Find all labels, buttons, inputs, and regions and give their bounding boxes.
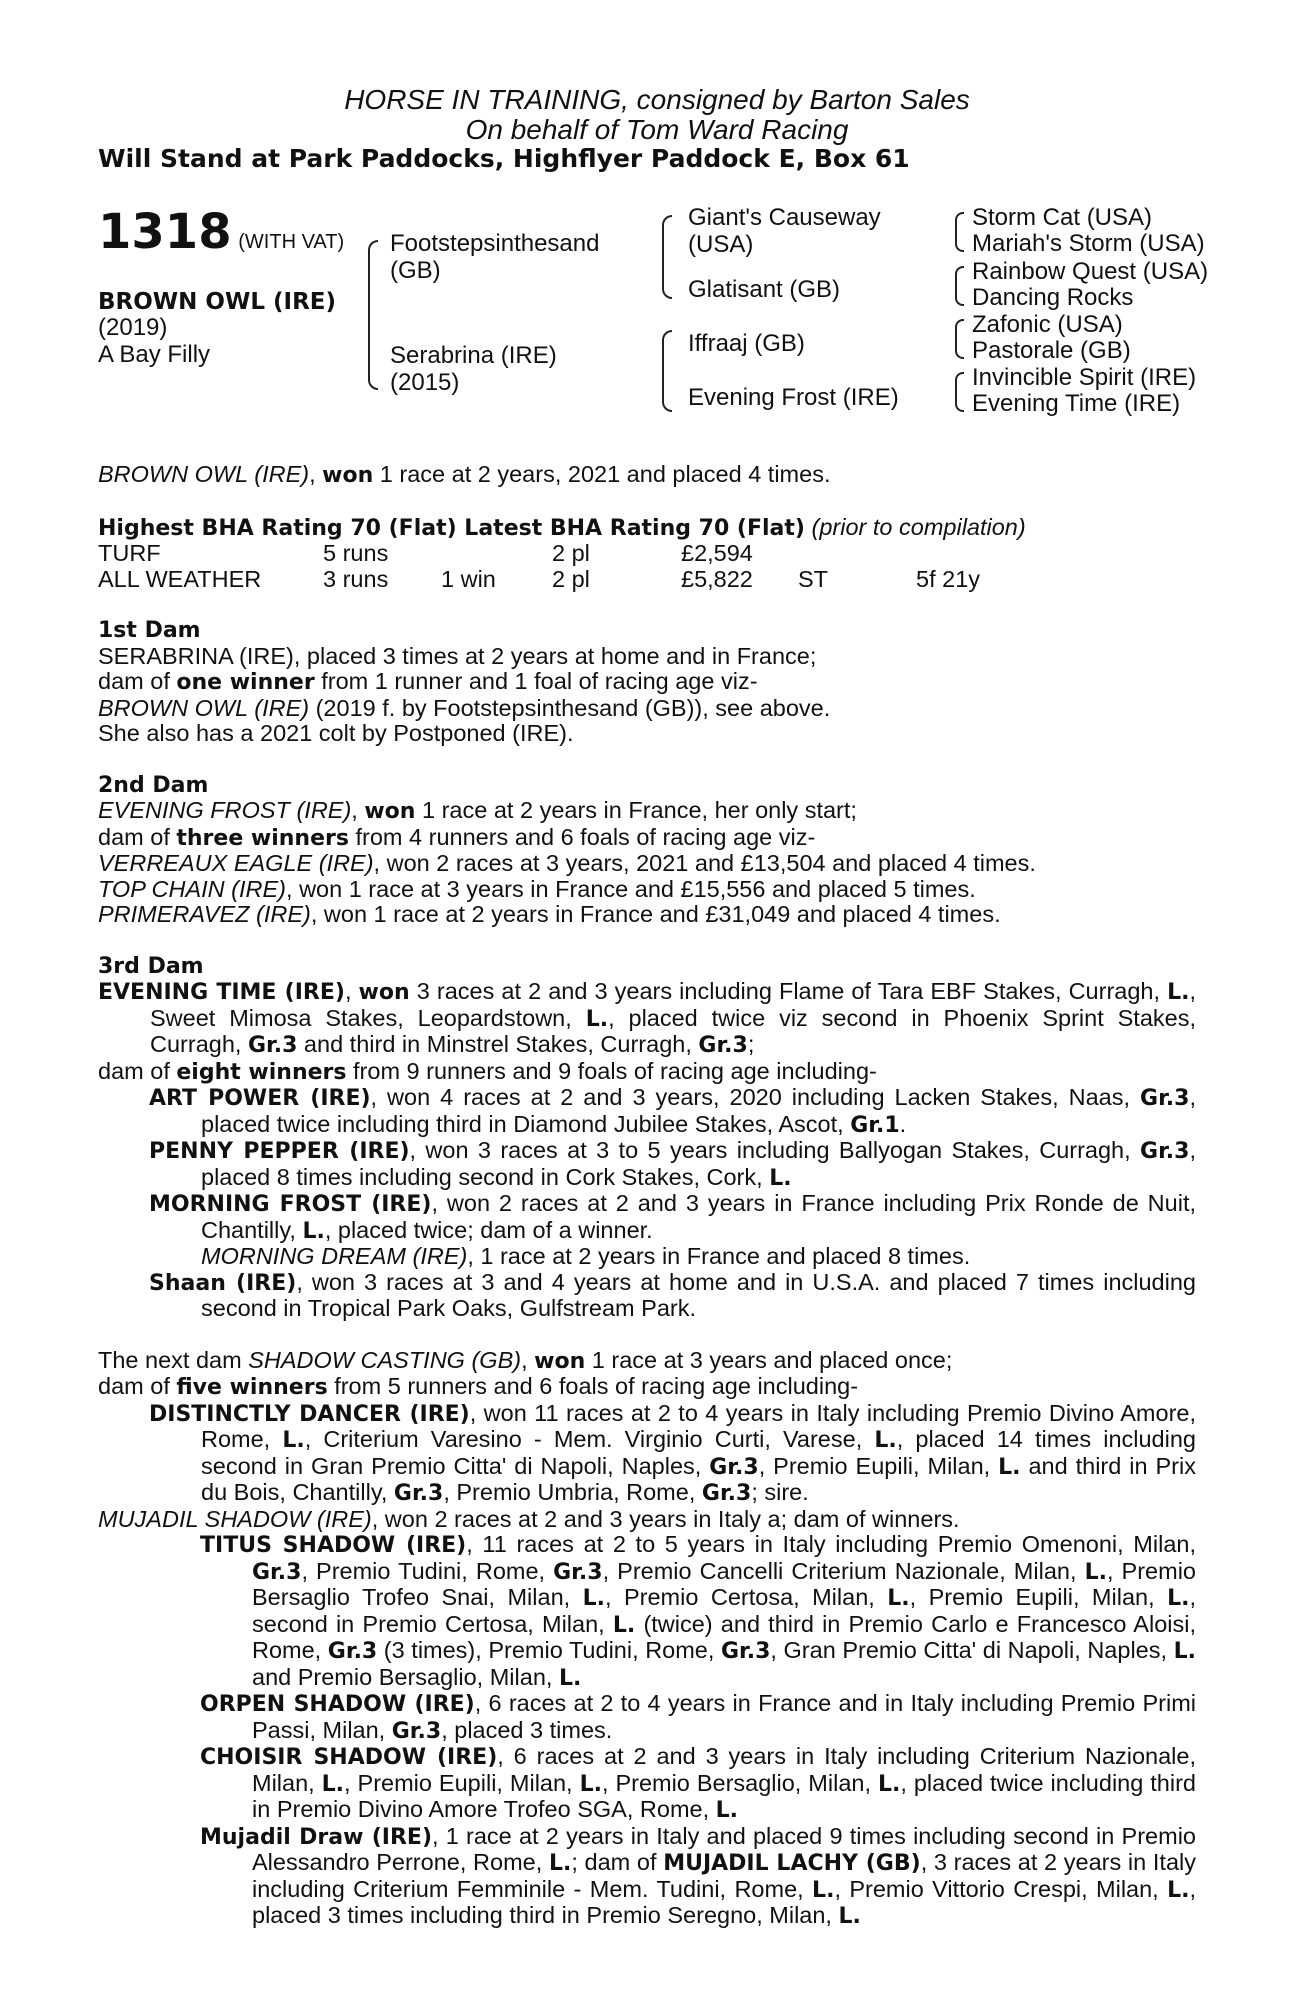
dam-dam: Evening Frost (IRE) — [688, 384, 899, 411]
sire-dam: Glatisant (GB) — [688, 276, 841, 303]
consignor-line: HORSE IN TRAINING, consigned by Barton Sales — [344, 84, 970, 115]
horse-description: A Bay Filly — [98, 341, 211, 368]
catalogue-body — [98, 462, 1196, 1930]
first-dam-produce: dam of one winner from 1 runner and 1 foal of racing age viz- — [98, 668, 758, 695]
third-dam-heading: 3rd Dam — [98, 953, 204, 979]
stand-location: Will Stand at Park Paddocks, Highflyer Paddock E, Box 61 — [98, 144, 910, 173]
sire-sire-country: (USA) — [688, 231, 754, 258]
third-dam-offspring: Shaan (IRE), won 3 races at 3 and 4 years at home and in U.S.A. and placed 7 times including second in Tropical Park Oaks, Gulfstream Park. — [149, 1268, 1196, 1321]
next-dam-offspring: DISTINCTLY DANCER (IRE), won 11 races at 2 to 4 years in Italy including Premio Divino Amore, Rome, L., Criterium Varesino - Mem. Virginio Curti, Varese, L., placed 14 times including second in Gran Premio Citta' di Napoli, Naples, Gr.3, Premio Eupili, Milan, L. and third in Prix du Bois, Chantilly, Gr.3, Premio Umbria, Rome, Gr.3; sire. — [149, 1399, 1196, 1506]
pedigree-brace-3d — [955, 372, 964, 412]
first-dam-foal: BROWN OWL (IRE) (2019 f. by Footstepsinthesand (GB)), see above. — [98, 694, 831, 721]
next-dam-grandoffspring: CHOISIR SHADOW (IRE), 6 races at 2 and 3 years in Italy including Criterium Nazionale, Milan, L., Premio Eupili, Milan, L., Premio Bersaglio, Milan, L., placed twice including third in Premio Divino Amore Trofeo SGA, Rome, L. — [200, 1743, 1196, 1823]
second-dam-offspring: VERREAUX EAGLE (IRE), won 2 races at 3 years, 2021 and £13,504 and placed 4 times. — [98, 850, 1036, 876]
race-summary: BROWN OWL (IRE), won 1 race at 2 years, 2021 and placed 4 times. — [98, 461, 831, 488]
first-dam-heading: 1st Dam — [98, 618, 201, 643]
pedigree-brace-3b — [955, 266, 964, 306]
third-dam-offspring: PENNY PEPPER (IRE), won 3 races at 3 to 5 years including Ballyogan Stakes, Curragh, Gr.3, placed 8 times including second in Cork Stakes, Cork, L. — [149, 1137, 1196, 1191]
next-dam-grandoffspring: Mujadil Draw (IRE), 1 race at 2 years in Italy and placed 9 times including second in Premio Alessandro Perrone, Rome, L.; dam of MUJADIL LACHY (GB), 3 races at 2 years in Italy including Criterium Femminile - Mem. Tudini, Rome, L., Premio Vittorio Crespi, Milan, L., placed 3 times including third in Premio Seregno, Milan, L. — [200, 1822, 1196, 1929]
dam-year: (2015) — [390, 369, 460, 396]
first-dam-line: SERABRINA (IRE), placed 3 times at 2 years at home and in France; — [98, 642, 817, 669]
aw-record: ALL WEATHER 3 runs 1 win 2 pl £5,822 ST 5f 21y — [98, 565, 981, 592]
horse-name: BROWN OWL (IRE) — [98, 289, 337, 315]
gen3-8: Evening Time (IRE) — [972, 390, 1181, 417]
gen3-7: Invincible Spirit (IRE) — [972, 364, 1197, 391]
pedigree-brace-3a — [955, 212, 964, 252]
third-dam-line: EVENING TIME (IRE), won 3 races at 2 and 3 years including Flame of Tara EBF Stakes, Curragh, L., Sweet Mimosa Stakes, Leopardstown, L., placed twice viz second in Phoenix Sprint Stakes, Curragh, Gr.3 and third in Minstrel Stakes, Curragh, Gr.3; — [98, 978, 1197, 1058]
sire-sire: Giant's Causeway — [688, 204, 881, 231]
gen3-4: Dancing Rocks — [972, 284, 1134, 311]
second-dam-offspring: PRIMERAVEZ (IRE), won 1 race at 2 years in France and £31,049 and placed 4 times. — [98, 901, 1001, 927]
next-dam-offspring: MUJADIL SHADOW (IRE), won 2 races at 2 and 3 years in Italy a; dam of winners. — [98, 1505, 960, 1532]
gen3-3: Rainbow Quest (USA) — [972, 258, 1209, 285]
next-dam-grandoffspring: TITUS SHADOW (IRE), 11 races at 2 to 5 years in Italy including Premio Omenoni, Milan, Gr.3, Premio Tudini, Rome, Gr.3, Premio Cancelli Criterium Nazionale, Milan, L., Premio Bersaglio Trofeo Snai, Milan, L., Premio Certosa, Milan, L., Premio Eupili, Milan, L., second in Premio Certosa, Milan, L. (twice) and third in Premio Carlo e Francesco Aloisi, Rome, Gr.3 (3 times), Premio Tudini, Rome, Gr.3, Gran Premio Citta' di Napoli, Naples, L. and Premio Bersaglio, Milan, L. — [200, 1531, 1196, 1691]
second-dam-produce: dam of three winners from 4 runners and 6 foals of racing age viz- — [98, 823, 816, 851]
turf-record: TURF 5 runs 2 pl £2,594 — [98, 540, 753, 566]
second-dam-offspring: TOP CHAIN (IRE), won 1 race at 3 years in France and £15,556 and placed 5 times. — [98, 875, 976, 902]
first-dam-note: She also has a 2021 colt by Postponed (IRE). — [98, 720, 574, 746]
second-dam-line: EVENING FROST (IRE), won 1 race at 2 years in France, her only start; — [98, 797, 857, 824]
pedigree-brace-1 — [368, 240, 378, 390]
gen3-6: Pastorale (GB) — [972, 337, 1131, 364]
lot-block — [98, 204, 344, 260]
next-dam-produce: dam of five winners from 5 runners and 6 foals of racing age including- — [98, 1373, 859, 1400]
behalf-line: On behalf of Tom Ward Racing — [465, 114, 849, 145]
pedigree-brace-2a — [662, 215, 672, 299]
third-dam-offspring: ART POWER (IRE), won 4 races at 2 and 3 years, 2020 including Lacken Stakes, Naas, Gr.3, placed twice including third in Diamond Jubilee Stakes, Ascot, Gr.1. — [149, 1084, 1196, 1138]
pedigree-brace-3c — [955, 319, 964, 359]
bha-rating: Highest BHA Rating 70 (Flat) Latest BHA Rating 70 (Flat) (prior to compilation) — [98, 513, 1026, 541]
dam-sire: Iffraaj (GB) — [688, 330, 805, 357]
pedigree-brace-2b — [662, 330, 672, 412]
lot-number: 1318 — [98, 204, 232, 260]
sire: Footstepsinthesand — [390, 230, 600, 257]
dam: Serabrina (IRE) — [390, 342, 557, 369]
gen3-5: Zafonic (USA) — [972, 311, 1123, 338]
second-dam-heading: 2nd Dam — [98, 772, 209, 798]
next-dam-grandoffspring: ORPEN SHADOW (IRE), 6 races at 2 to 4 years in France and in Italy including Premio Primi Passi, Milan, Gr.3, placed 3 times. — [200, 1690, 1196, 1744]
vat-label: (WITH VAT) — [238, 231, 345, 253]
gen3-2: Mariah's Storm (USA) — [972, 230, 1205, 257]
third-dam-produce: dam of eight winners from 9 runners and 9 foals of racing age including- — [98, 1057, 877, 1085]
sire-country: (GB) — [390, 257, 441, 284]
third-dam-offspring: MORNING FROST (IRE), won 2 races at 2 and 3 years in France including Prix Ronde de Nuit, Chantilly, L., placed twice; dam of a winner. — [149, 1190, 1196, 1244]
third-dam-grandoffspring: MORNING DREAM (IRE), 1 race at 2 years in France and placed 8 times. — [201, 1243, 971, 1269]
horse-year: (2019) — [98, 314, 168, 341]
gen3-1: Storm Cat (USA) — [972, 204, 1153, 231]
next-dam-line: The next dam SHADOW CASTING (GB), won 1 race at 3 years and placed once; — [98, 1346, 953, 1374]
